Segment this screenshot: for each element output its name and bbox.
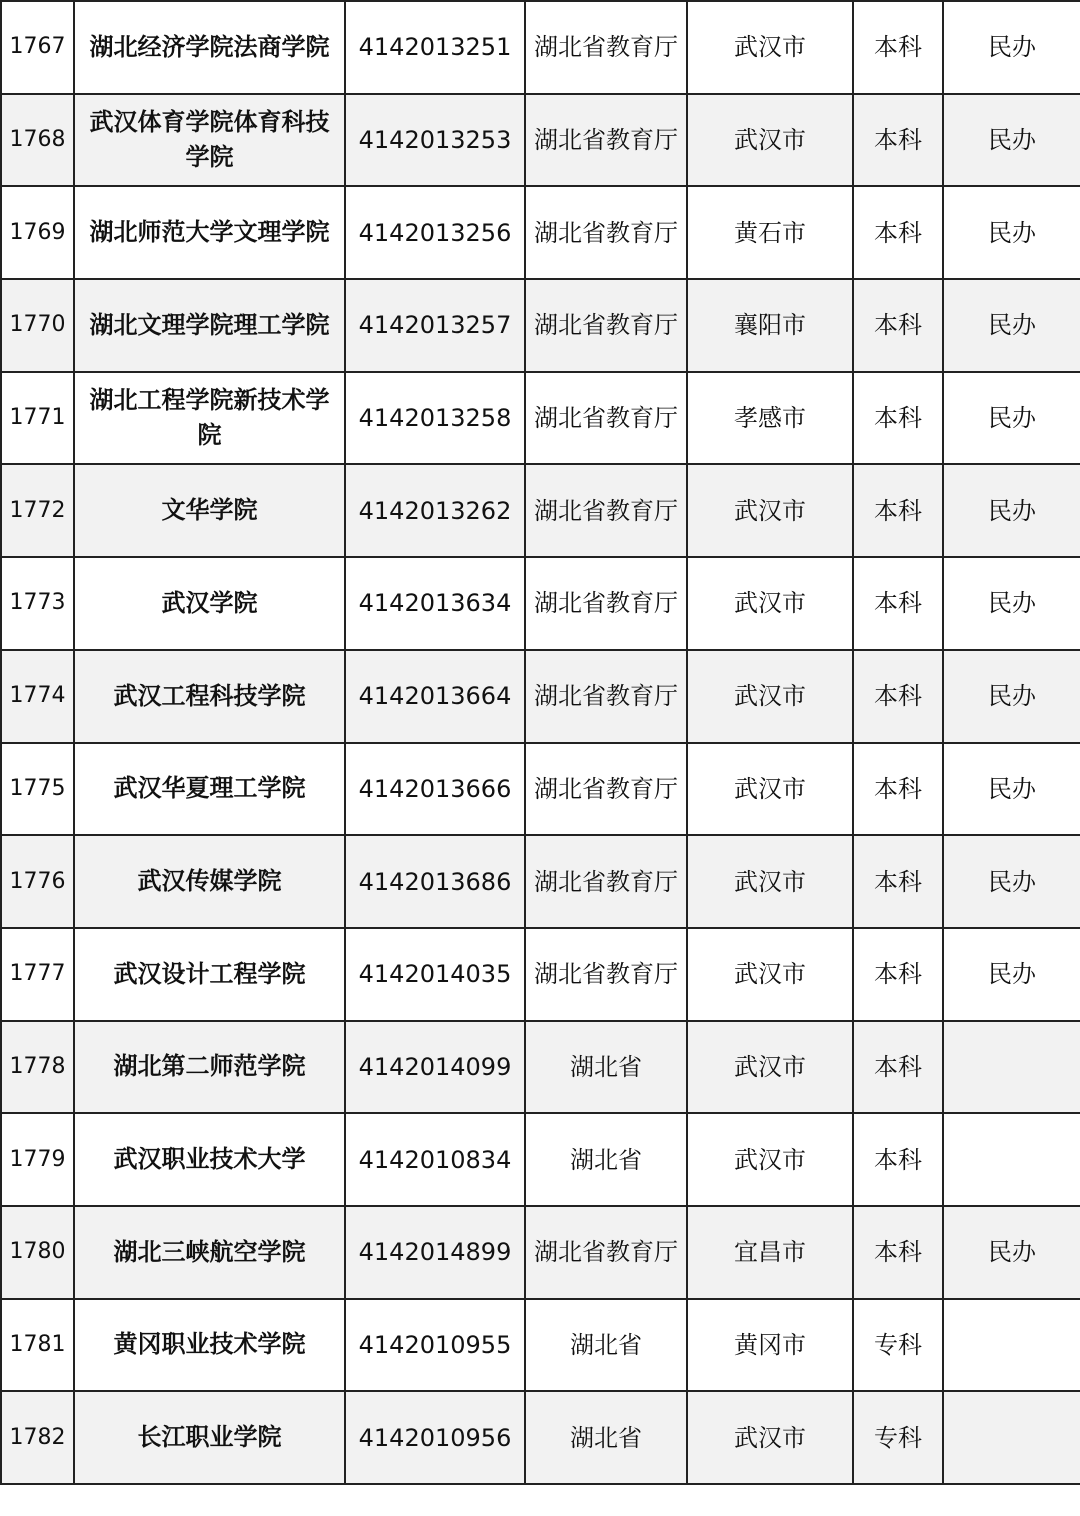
cell-seq: 1782 xyxy=(1,1391,74,1484)
cell-school-code: 4142013262 xyxy=(345,464,525,557)
cell-note: 民办 xyxy=(943,1,1080,94)
cell-note xyxy=(943,1113,1080,1206)
table-row xyxy=(1,1299,1080,1392)
cell-authority: 湖北省教育厅 xyxy=(525,743,687,836)
cell-city: 孝感市 xyxy=(687,372,853,465)
cell-note: 民办 xyxy=(943,186,1080,279)
cell-school-code: 4142013664 xyxy=(345,650,525,743)
cell-school-code: 4142010834 xyxy=(345,1113,525,1206)
cell-seq: 1780 xyxy=(1,1206,74,1299)
cell-school-code: 4142013251 xyxy=(345,1,525,94)
cell-school-code: 4142013256 xyxy=(345,186,525,279)
cell-level: 本科 xyxy=(853,94,943,187)
cell-city: 武汉市 xyxy=(687,464,853,557)
table-row xyxy=(1,928,1080,1021)
cell-school-code: 4142013634 xyxy=(345,557,525,650)
cell-school-name: 长江职业学院 xyxy=(74,1391,345,1484)
cell-seq: 1767 xyxy=(1,1,74,94)
cell-school-name: 武汉设计工程学院 xyxy=(74,928,345,1021)
cell-seq: 1769 xyxy=(1,186,74,279)
table-row xyxy=(1,1113,1080,1206)
table-row xyxy=(1,835,1080,928)
cell-authority: 湖北省教育厅 xyxy=(525,464,687,557)
cell-seq: 1778 xyxy=(1,1021,74,1114)
cell-school-code: 4142014035 xyxy=(345,928,525,1021)
cell-note xyxy=(943,1391,1080,1484)
cell-note xyxy=(943,1021,1080,1114)
cell-authority: 湖北省 xyxy=(525,1113,687,1206)
cell-level: 本科 xyxy=(853,372,943,465)
cell-school-name: 武汉体育学院体育科技学院 xyxy=(74,94,345,187)
cell-school-name: 湖北经济学院法商学院 xyxy=(74,1,345,94)
cell-level: 本科 xyxy=(853,279,943,372)
table-row xyxy=(1,279,1080,372)
cell-city: 武汉市 xyxy=(687,1391,853,1484)
cell-city: 黄冈市 xyxy=(687,1299,853,1392)
cell-school-name: 文华学院 xyxy=(74,464,345,557)
cell-city: 黄石市 xyxy=(687,186,853,279)
cell-seq: 1774 xyxy=(1,650,74,743)
cell-seq: 1781 xyxy=(1,1299,74,1392)
cell-note: 民办 xyxy=(943,279,1080,372)
cell-level: 本科 xyxy=(853,743,943,836)
table-row xyxy=(1,94,1080,187)
cell-authority: 湖北省教育厅 xyxy=(525,1206,687,1299)
cell-seq: 1770 xyxy=(1,279,74,372)
cell-level: 本科 xyxy=(853,835,943,928)
cell-authority: 湖北省 xyxy=(525,1299,687,1392)
cell-authority: 湖北省 xyxy=(525,1391,687,1484)
cell-school-name: 武汉学院 xyxy=(74,557,345,650)
cell-level: 本科 xyxy=(853,464,943,557)
cell-note: 民办 xyxy=(943,835,1080,928)
cell-level: 本科 xyxy=(853,1113,943,1206)
table-row xyxy=(1,1021,1080,1114)
cell-school-code: 4142013686 xyxy=(345,835,525,928)
cell-note xyxy=(943,1299,1080,1392)
cell-seq: 1775 xyxy=(1,743,74,836)
cell-school-code: 4142014899 xyxy=(345,1206,525,1299)
cell-city: 宜昌市 xyxy=(687,1206,853,1299)
table-row xyxy=(1,557,1080,650)
cell-authority: 湖北省教育厅 xyxy=(525,650,687,743)
cell-school-name: 湖北师范大学文理学院 xyxy=(74,186,345,279)
cell-city: 武汉市 xyxy=(687,557,853,650)
cell-level: 本科 xyxy=(853,928,943,1021)
cell-school-name: 湖北第二师范学院 xyxy=(74,1021,345,1114)
cell-authority: 湖北省教育厅 xyxy=(525,928,687,1021)
cell-note: 民办 xyxy=(943,650,1080,743)
cell-city: 武汉市 xyxy=(687,94,853,187)
cell-authority: 湖北省教育厅 xyxy=(525,94,687,187)
table-row xyxy=(1,743,1080,836)
cell-school-name: 湖北三峡航空学院 xyxy=(74,1206,345,1299)
cell-seq: 1777 xyxy=(1,928,74,1021)
cell-level: 专科 xyxy=(853,1391,943,1484)
cell-school-name: 湖北工程学院新技术学院 xyxy=(74,372,345,465)
table-row xyxy=(1,1206,1080,1299)
cell-note: 民办 xyxy=(943,372,1080,465)
table-body xyxy=(1,1,1080,1484)
cell-level: 本科 xyxy=(853,1,943,94)
cell-level: 本科 xyxy=(853,650,943,743)
cell-city: 武汉市 xyxy=(687,1,853,94)
cell-school-name: 武汉传媒学院 xyxy=(74,835,345,928)
cell-note: 民办 xyxy=(943,928,1080,1021)
cell-city: 武汉市 xyxy=(687,650,853,743)
cell-authority: 湖北省教育厅 xyxy=(525,279,687,372)
table-row xyxy=(1,650,1080,743)
cell-level: 本科 xyxy=(853,1021,943,1114)
cell-city: 襄阳市 xyxy=(687,279,853,372)
table-row xyxy=(1,372,1080,465)
cell-city: 武汉市 xyxy=(687,1021,853,1114)
cell-authority: 湖北省教育厅 xyxy=(525,835,687,928)
cell-seq: 1772 xyxy=(1,464,74,557)
cell-seq: 1776 xyxy=(1,835,74,928)
cell-level: 本科 xyxy=(853,186,943,279)
cell-school-name: 湖北文理学院理工学院 xyxy=(74,279,345,372)
cell-school-code: 4142010955 xyxy=(345,1299,525,1392)
cell-authority: 湖北省 xyxy=(525,1021,687,1114)
cell-seq: 1779 xyxy=(1,1113,74,1206)
cell-seq: 1768 xyxy=(1,94,74,187)
cell-school-name: 武汉工程科技学院 xyxy=(74,650,345,743)
table-row xyxy=(1,1391,1080,1484)
cell-level: 本科 xyxy=(853,1206,943,1299)
cell-school-code: 4142014099 xyxy=(345,1021,525,1114)
cell-school-name: 武汉职业技术大学 xyxy=(74,1113,345,1206)
cell-school-code: 4142013258 xyxy=(345,372,525,465)
cell-authority: 湖北省教育厅 xyxy=(525,186,687,279)
cell-school-code: 4142013253 xyxy=(345,94,525,187)
cell-level: 专科 xyxy=(853,1299,943,1392)
cell-city: 武汉市 xyxy=(687,928,853,1021)
cell-school-name: 武汉华夏理工学院 xyxy=(74,743,345,836)
table-row xyxy=(1,1,1080,94)
cell-city: 武汉市 xyxy=(687,743,853,836)
cell-school-code: 4142013257 xyxy=(345,279,525,372)
cell-school-name: 黄冈职业技术学院 xyxy=(74,1299,345,1392)
cell-note: 民办 xyxy=(943,94,1080,187)
cell-authority: 湖北省教育厅 xyxy=(525,557,687,650)
cell-school-code: 4142013666 xyxy=(345,743,525,836)
table-row xyxy=(1,464,1080,557)
cell-city: 武汉市 xyxy=(687,1113,853,1206)
table-row xyxy=(1,186,1080,279)
cell-seq: 1773 xyxy=(1,557,74,650)
cell-authority: 湖北省教育厅 xyxy=(525,1,687,94)
cell-school-code: 4142010956 xyxy=(345,1391,525,1484)
cell-authority: 湖北省教育厅 xyxy=(525,372,687,465)
cell-note: 民办 xyxy=(943,557,1080,650)
cell-seq: 1771 xyxy=(1,372,74,465)
cell-note: 民办 xyxy=(943,464,1080,557)
cell-note: 民办 xyxy=(943,1206,1080,1299)
cell-city: 武汉市 xyxy=(687,835,853,928)
cell-note: 民办 xyxy=(943,743,1080,836)
cell-level: 本科 xyxy=(853,557,943,650)
